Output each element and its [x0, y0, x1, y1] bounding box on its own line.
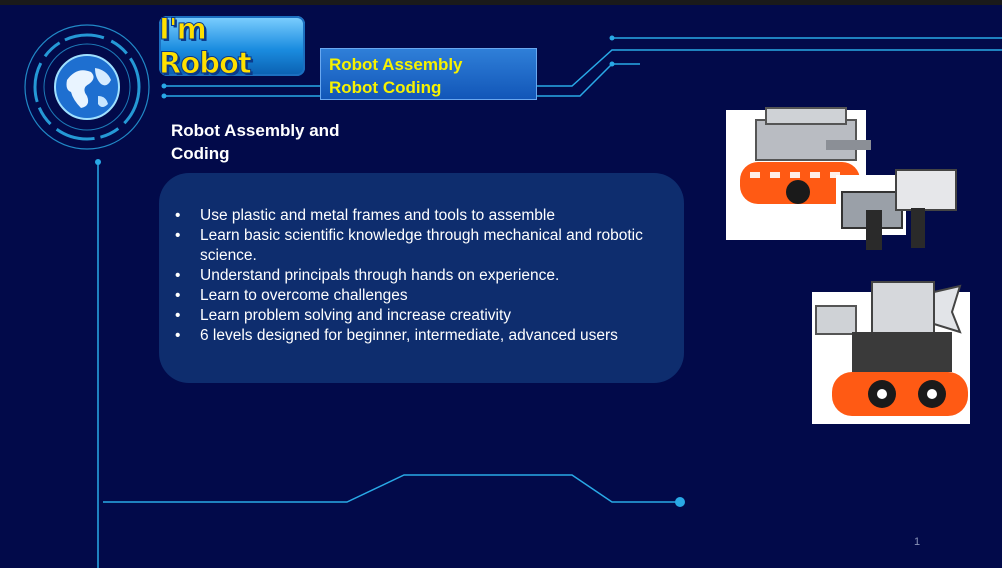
title-line-coding: Robot Coding — [329, 78, 442, 97]
logo-text: I'm Robot — [159, 12, 251, 80]
bullet-dot: • — [175, 207, 181, 224]
bullet-text: 6 levels designed for beginner, intermediate, advanced users — [200, 327, 618, 344]
bullet-dot: • — [175, 227, 181, 244]
section-heading: Robot Assembly and Coding — [171, 121, 340, 163]
bullet-dot: • — [175, 287, 181, 304]
bullet-item — [172, 286, 668, 306]
bullet-dot: • — [175, 267, 181, 284]
bullet-item — [172, 306, 668, 326]
page-number: 1 — [914, 536, 921, 548]
bullet-item — [172, 206, 668, 226]
bullet-item — [172, 326, 668, 346]
bullet-item — [172, 266, 668, 286]
bullet-text: Learn basic scientific knowledge through mechanical and robotic science. — [200, 227, 643, 264]
bullet-text: Learn to overcome challenges — [200, 287, 408, 304]
bullet-panel — [159, 173, 684, 383]
bullet-text: Understand principals through hands on experience. — [200, 267, 560, 284]
bullet-dot: • — [175, 327, 181, 344]
im-robot-logo — [159, 12, 305, 80]
robot-crawler-photo — [812, 272, 970, 424]
bullet-list — [172, 206, 668, 346]
bullet-item — [172, 226, 668, 266]
robot-tank-photo — [726, 100, 966, 280]
title-box — [320, 48, 537, 100]
bullet-dot: • — [175, 307, 181, 324]
title-line-assembly: Robot Assembly — [329, 55, 463, 74]
bullet-text: Learn problem solving and increase creativity — [200, 307, 512, 324]
bullet-text: Use plastic and metal frames and tools to assemble — [200, 207, 555, 224]
